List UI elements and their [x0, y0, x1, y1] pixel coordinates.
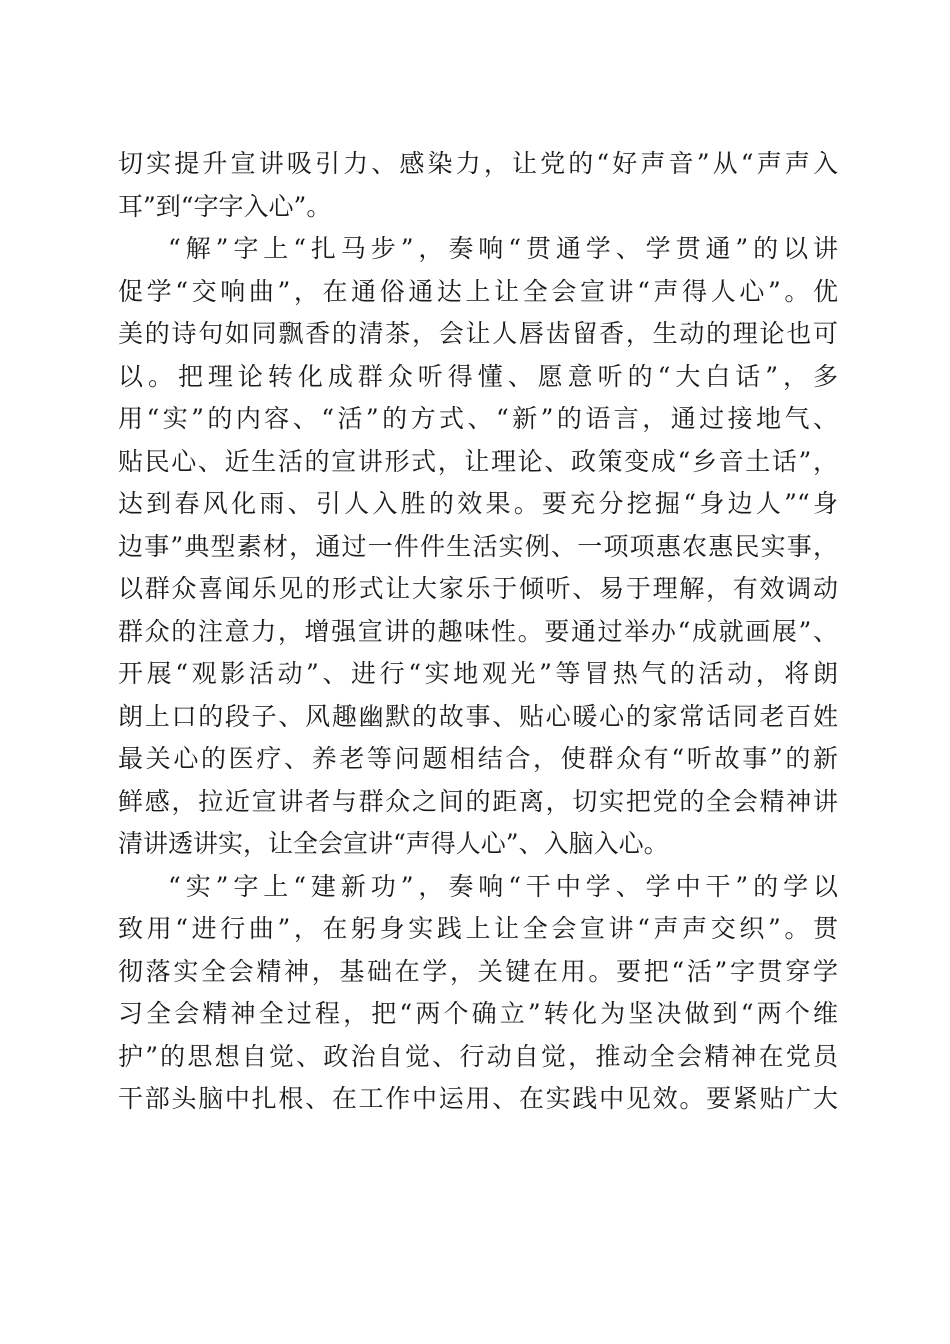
text-line: 习全会精神全过程，把“两个确立”转化为坚决做到“两个维 [118, 999, 838, 1028]
text-line: 耳”到“字字入心”。 [118, 191, 332, 221]
text-line: 促学“交响曲”，在通俗通达上让全会宣讲“声得人心”。优 [118, 276, 838, 306]
text-line: 美的诗句如同飘香的清茶，会让人唇齿留香，生动的理论也可 [118, 319, 838, 348]
text-line: 鲜感，拉近宣讲者与群众之间的距离，切实把党的全会精神讲 [118, 786, 838, 816]
text-line: 群众的注意力，增强宣讲的趣味性。要通过举办“成就画展”、 [118, 616, 838, 646]
text-line: 护”的思想自觉、政治自觉、行动自觉，推动全会精神在党员 [118, 1041, 838, 1071]
text-line: “解”字上“扎马步”，奏响“贯通学、学贯通”的以讲 [168, 234, 838, 263]
paragraph-2 [118, 228, 838, 866]
text-line: “实”字上“建新功”，奏响“干中学、学中干”的学以 [168, 871, 838, 901]
paragraph-1 [118, 143, 838, 228]
text-line: 贴民心、近生活的宣讲形式，让理论、政策变成“乡音土话”， [118, 446, 838, 476]
text-line: 切实提升宣讲吸引力、感染力，让党的“好声音”从“声声入 [118, 149, 838, 178]
text-line: 清讲透讲实，让全会宣讲“声得人心”、入脑入心。 [118, 829, 669, 858]
text-line: 最关心的医疗、养老等问题相结合，使群众有“听故事”的新 [118, 744, 838, 773]
paragraph-3 [118, 866, 838, 1121]
text-line: 用“实”的内容、“活”的方式、“新”的语言，通过接地气、 [118, 404, 838, 433]
text-line: 以群众喜闻乐见的形式让大家乐于倾听、易于理解，有效调动 [118, 574, 838, 603]
text-line: 致用“进行曲”，在躬身实践上让全会宣讲“声声交织”。贯 [118, 914, 838, 943]
text-line: 边事”典型素材，通过一件件生活实例、一项项惠农惠民实事， [118, 531, 838, 561]
text-line: 彻落实全会精神，基础在学，关键在用。要把“活”字贯穿学 [118, 956, 838, 986]
text-line: 干部头脑中扎根、在工作中运用、在实践中见效。要紧贴广大 [118, 1084, 838, 1113]
text-line: 以。把理论转化成群众听得懂、愿意听的“大白话”，多 [118, 361, 838, 391]
document-body [118, 143, 838, 1121]
text-line: 达到春风化雨、引人入胜的效果。要充分挖掘“身边人”“身 [118, 489, 838, 518]
text-line: 朗上口的段子、风趣幽默的故事、贴心暖心的家常话同老百姓 [118, 701, 838, 731]
text-line: 开展“观影活动”、进行“实地观光”等冒热气的活动，将朗 [118, 659, 838, 688]
